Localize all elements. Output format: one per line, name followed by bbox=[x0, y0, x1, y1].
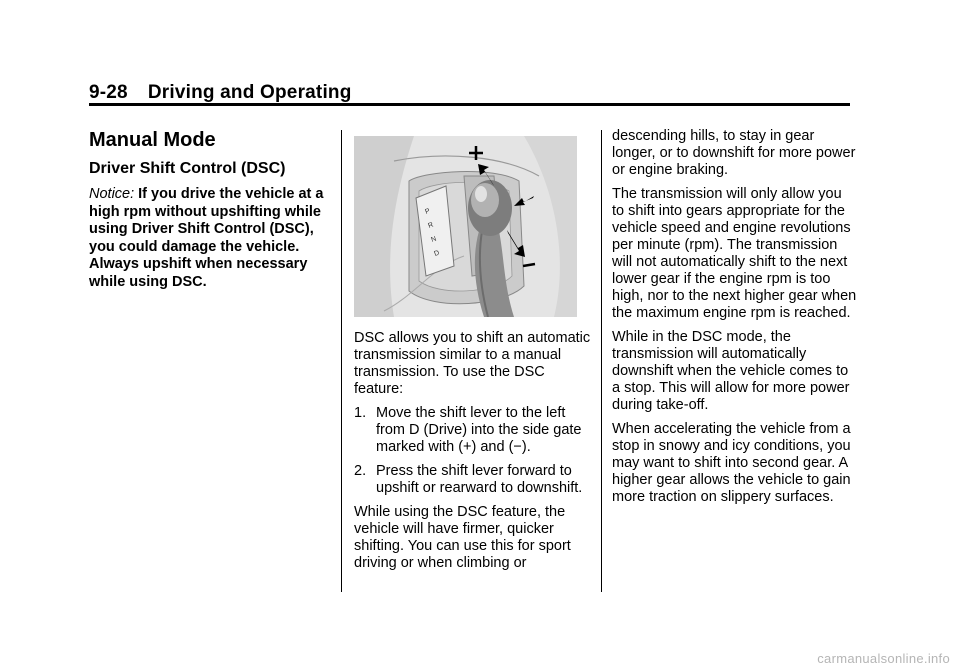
list-item: 1. Move the shift lever to the left from D (Drive) into the side gate marked with (+) and (−). bbox=[354, 405, 582, 455]
dsc-paragraph: While using the DSC feature, the vehicle will have firmer, quicker shifting. You can use this for sport driving or when climbing or bbox=[354, 504, 571, 571]
notice-text: If you drive the vehicle at a high rpm without upshifting while using Driver Shift Control (DSC), you could damage the vehicle. Always upshift when necessary while using DSC. bbox=[89, 186, 324, 290]
right-paragraph-1: descending hills, to stay in gear longer, or to downshift for more power or engine braking. bbox=[612, 128, 856, 178]
section-heading: Manual Mode bbox=[89, 129, 216, 151]
chapter-title: Driving and Operating bbox=[147, 82, 352, 103]
right-column bbox=[612, 128, 857, 513]
dsc-intro: DSC allows you to shift an automatic transmission similar to a manual transmission. To use the DSC feature: bbox=[354, 330, 591, 397]
list-item: 2. Press the shift lever forward to upshift or rearward to downshift. bbox=[354, 463, 583, 496]
subsection-heading: Driver Shift Control (DSC) bbox=[89, 160, 286, 177]
gate-letter-p: P bbox=[424, 207, 432, 216]
gate-letter-d: D bbox=[433, 249, 441, 258]
column-divider-left bbox=[341, 130, 342, 592]
dsc-steps bbox=[354, 405, 592, 497]
right-paragraph-2: The transmission will only allow you to shift into gears appropriate for the vehicle speed and engine revolutions per minute (rpm). The transmission will not automatically shift to the next lower gear if the engine rpm is too high, nor to the next higher gear when the maximum engine rpm is reached. bbox=[612, 186, 857, 321]
notice-label: Notice: bbox=[89, 186, 135, 202]
page-header bbox=[89, 82, 352, 104]
right-paragraph-4: When accelerating the vehicle from a stop in snowy and icy conditions, you may want to shift into second gear. A higher gear allows the vehicle to gain more traction on slippery surfaces. bbox=[612, 421, 851, 505]
right-paragraph-3: While in the DSC mode, the transmission will automatically downshift when the vehicle comes to a stop. This will allow for more power during take-off. bbox=[612, 329, 850, 413]
notice-block bbox=[89, 186, 329, 292]
watermark-text: carmanualsonline.info bbox=[817, 651, 950, 666]
gate-letter-n: N bbox=[430, 235, 438, 244]
column-divider-right bbox=[601, 130, 602, 592]
shift-lever-figure bbox=[354, 136, 577, 317]
header-rule bbox=[89, 103, 850, 106]
page-number: 9-28 bbox=[89, 82, 128, 103]
gate-letter-r: R bbox=[427, 221, 435, 230]
middle-column bbox=[354, 330, 592, 579]
